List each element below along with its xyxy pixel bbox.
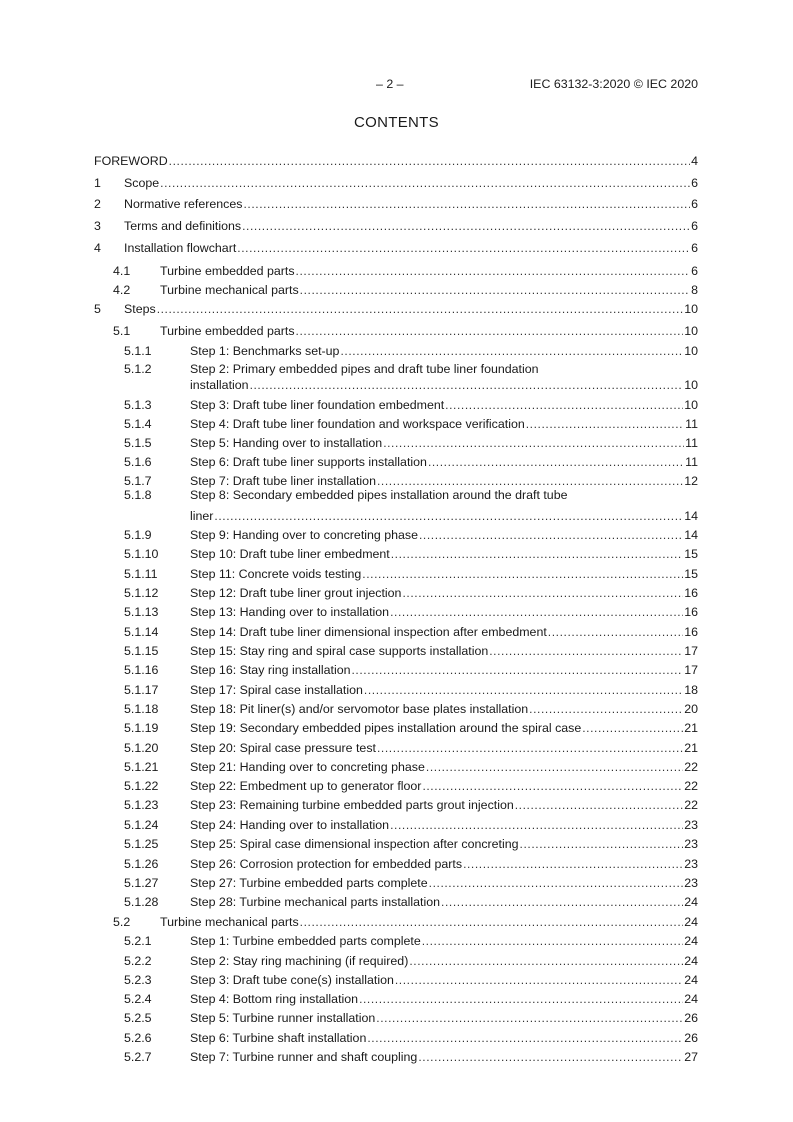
toc-entry-title: Step 16: Stay ring installation: [190, 663, 351, 677]
toc-entry: [0, 218, 793, 234]
leader-dots: [241, 218, 690, 234]
toc-entry-title: Step 25: Spiral case dimensional inspection after concreting: [190, 837, 519, 851]
leader-dots: [363, 682, 683, 698]
toc-entry: [0, 778, 793, 794]
toc-entry: [0, 894, 793, 910]
toc-entry-page: 6: [691, 197, 698, 211]
toc-entry-page: 6: [691, 241, 698, 255]
toc-entry: [0, 282, 793, 298]
toc-entry-title: Step 14: Draft tube liner dimensional inspection after embedment: [190, 625, 547, 639]
leader-dots: [519, 836, 684, 852]
toc-entry-page: 24: [684, 992, 698, 1006]
toc-entry-number: 5.1.1: [124, 344, 152, 358]
toc-entry-title: Step 5: Turbine runner installation: [190, 1011, 376, 1025]
toc-entry-number: 4.1: [113, 264, 131, 278]
toc-entry-page: 24: [684, 915, 698, 929]
toc-entry-line: [124, 240, 698, 256]
toc-entry-page: 11: [685, 417, 698, 431]
toc-entry-number: 5.1.26: [124, 857, 159, 871]
toc-entry-number: 5.1.14: [124, 625, 159, 639]
toc-entry-line: [190, 662, 698, 678]
toc-entry-page: 16: [684, 625, 698, 639]
toc-entry-line: [190, 416, 698, 432]
toc-entry: [0, 153, 793, 169]
toc-entry: [0, 435, 793, 451]
toc-entry-line: [190, 454, 698, 470]
toc-entry-page: 27: [684, 1050, 698, 1064]
toc-entry-title: Step 4: Draft tube liner foundation and workspace verification: [190, 417, 525, 431]
toc-entry-line: [124, 218, 698, 234]
toc-entry-page: 10: [684, 398, 698, 412]
toc-entry-page: 17: [684, 663, 698, 677]
page-title: CONTENTS: [354, 114, 439, 131]
leader-dots: [358, 991, 683, 1007]
toc-entry-line: [124, 196, 698, 212]
leader-dots: [394, 972, 683, 988]
toc-entry: [0, 972, 793, 988]
toc-entry: [0, 454, 793, 470]
leader-dots: [390, 546, 683, 562]
leader-dots: [156, 301, 684, 317]
toc-entry-title-continued: installation: [190, 378, 249, 392]
toc-entry-line: [190, 759, 698, 775]
toc-entry: [0, 643, 793, 659]
toc-entry: [0, 624, 793, 640]
toc-entry-line: [190, 397, 698, 413]
toc-entry: [0, 343, 793, 359]
toc-entry-page: 15: [684, 567, 698, 581]
toc-entry-number: 5.1.24: [124, 818, 159, 832]
leader-dots: [159, 175, 690, 191]
toc-entry-title-continued: liner: [190, 509, 214, 523]
toc-entry-page: 16: [684, 586, 698, 600]
leader-dots: [514, 797, 683, 813]
toc-entry-title: Step 20: Spiral case pressure test: [190, 741, 376, 755]
toc-entry-number: 5.2.6: [124, 1031, 152, 1045]
leader-dots: [421, 778, 683, 794]
toc-entry-page: 14: [684, 528, 698, 542]
toc-entry-line: [190, 546, 698, 562]
toc-entry-page: 24: [684, 954, 698, 968]
leader-dots: [376, 740, 683, 756]
toc-entry-line: [124, 175, 698, 191]
toc-entry-number: 5.2: [113, 915, 131, 929]
toc-entry-title: FOREWORD: [94, 154, 168, 168]
toc-entry-title: Step 21: Handing over to concreting phase: [190, 760, 425, 774]
leader-dots: [389, 604, 683, 620]
toc-entry-page: 23: [684, 876, 698, 890]
toc-entry-title: Step 10: Draft tube liner embedment: [190, 547, 390, 561]
toc-entry-number: 5.1.15: [124, 644, 159, 658]
leader-dots: [417, 1049, 683, 1065]
toc-entry: [0, 604, 793, 620]
toc-entry-page: 23: [684, 818, 698, 832]
toc-entry: [0, 263, 793, 279]
toc-entry-line: [190, 643, 698, 659]
toc-entry-page: 18: [684, 683, 698, 697]
toc-entry-title: Terms and definitions: [124, 219, 242, 233]
toc-entry: [0, 361, 793, 377]
leader-dots: [444, 397, 683, 413]
toc-entry-line: [190, 566, 698, 582]
toc-entry-line: [94, 153, 698, 169]
toc-entry-page: 22: [684, 779, 698, 793]
leader-dots: [236, 240, 690, 256]
leader-dots: [299, 282, 690, 298]
toc-entry-page: 11: [685, 455, 698, 469]
toc-entry-line: [190, 894, 698, 910]
toc-entry-page: 22: [684, 760, 698, 774]
toc-entry-number: 5.1.2: [124, 362, 152, 376]
toc-entry-number: 4.2: [113, 283, 131, 297]
toc-entry-number: 5.1.4: [124, 417, 152, 431]
leader-dots: [366, 1030, 683, 1046]
leader-dots: [351, 662, 684, 678]
toc-entry-line: [190, 435, 698, 451]
toc-entry-number: 5.1.16: [124, 663, 159, 677]
toc-entry-page: 21: [684, 741, 698, 755]
toc-entry-number: 5.1.20: [124, 741, 159, 755]
toc-entry-page: 8: [691, 283, 698, 297]
toc-entry-page: 6: [691, 176, 698, 190]
toc-entry-title: Step 3: Draft tube liner foundation embedment: [190, 398, 445, 412]
toc-entry-line: [190, 797, 698, 813]
toc-entry-line: [160, 282, 698, 298]
toc-entry-title: Turbine embedded parts: [160, 324, 295, 338]
toc-entry: [0, 914, 793, 930]
toc-entry-number: 5.2.2: [124, 954, 152, 968]
toc-entry-number: 5.1.28: [124, 895, 159, 909]
toc-entry-number: 5.1.6: [124, 455, 152, 469]
toc-entry-page: 16: [684, 605, 698, 619]
toc-entry: [0, 953, 793, 969]
toc-entry: [0, 527, 793, 543]
toc-entry-line: [190, 624, 698, 640]
toc-entry-line: [190, 604, 698, 620]
toc-entry-page: 23: [684, 837, 698, 851]
toc-entry: [0, 836, 793, 852]
toc-entry-number: 5.2.1: [124, 934, 152, 948]
toc-entry-line: [160, 263, 698, 279]
toc-entry-line: [190, 585, 698, 601]
toc-entry: [0, 585, 793, 601]
toc-entry: [0, 1049, 793, 1065]
toc-entry: [0, 301, 793, 317]
leader-dots: [581, 720, 683, 736]
toc-entry-number: 5.1.21: [124, 760, 159, 774]
toc-entry: [0, 856, 793, 872]
toc-entry-page: 4: [691, 154, 698, 168]
toc-entry-line: [190, 701, 698, 717]
leader-dots: [427, 454, 684, 470]
toc-entry-page: 24: [684, 973, 698, 987]
toc-entry-number: 5.1.23: [124, 798, 159, 812]
toc-entry-title: Step 22: Embedment up to generator floor: [190, 779, 422, 793]
toc-entry-title: Step 8: Secondary embedded pipes installation around the draft tube: [190, 488, 568, 502]
toc-entry-continuation: [0, 377, 793, 393]
toc-entry-number: 5.2.7: [124, 1050, 152, 1064]
toc-entry-page: 14: [684, 509, 698, 523]
toc-entry-number: 5.1.9: [124, 528, 152, 542]
leader-dots: [428, 875, 684, 891]
toc-entry-line: [190, 778, 698, 794]
toc-entry-title: Step 26: Corrosion protection for embedded parts: [190, 857, 463, 871]
toc-entry-number: 2: [94, 197, 101, 211]
toc-entry-title: Turbine mechanical parts: [160, 915, 299, 929]
toc-entry-number: 5.1.18: [124, 702, 159, 716]
toc-entry-number: 5.1.19: [124, 721, 159, 735]
toc-entry-number: 5.1.11: [124, 567, 158, 581]
leader-dots: [425, 759, 683, 775]
toc-entry-title: Step 1: Turbine embedded parts complete: [190, 934, 421, 948]
toc-entry-title: Step 23: Remaining turbine embedded parts grout injection: [190, 798, 514, 812]
toc-entry: [0, 566, 793, 582]
toc-entry: [0, 797, 793, 813]
toc-entry-number: 5.2.5: [124, 1011, 152, 1025]
leader-dots: [408, 953, 683, 969]
leader-dots: [295, 323, 684, 339]
leader-dots: [295, 263, 691, 279]
toc-entry-number: 5.1.13: [124, 605, 159, 619]
toc-entry-line: [190, 953, 698, 969]
toc-entry: [0, 546, 793, 562]
toc-entry-line: [160, 323, 698, 339]
toc-entry-number: 5.1.12: [124, 586, 159, 600]
toc-entry: [0, 487, 793, 503]
toc-entry-line: [190, 1030, 698, 1046]
leader-dots: [375, 1010, 683, 1026]
toc-entry-page: 10: [684, 324, 698, 338]
toc-entry-number: 1: [94, 176, 101, 190]
leader-dots: [389, 817, 683, 833]
toc-entry-page: 24: [684, 934, 698, 948]
toc-entry-page: 15: [684, 547, 698, 561]
toc-entry-page: 24: [684, 895, 698, 909]
toc-entry: [0, 397, 793, 413]
toc-entry-title: Step 12: Draft tube liner grout injection: [190, 586, 402, 600]
toc-entry: [0, 240, 793, 256]
toc-entry-title: Step 11: Concrete voids testing: [190, 567, 362, 581]
toc-entry-page: 26: [684, 1011, 698, 1025]
toc-entry-title: Step 7: Turbine runner and shaft coupling: [190, 1050, 418, 1064]
toc-entry-number: 5.1.25: [124, 837, 159, 851]
toc-entry-title: Step 17: Spiral case installation: [190, 683, 363, 697]
toc-entry-page: 20: [684, 702, 698, 716]
toc-entry-title: Turbine mechanical parts: [160, 283, 299, 297]
leader-dots: [242, 196, 690, 212]
toc-entry: [0, 323, 793, 339]
toc-entry-line: [190, 527, 698, 543]
toc-entry-line: [190, 856, 698, 872]
toc-entry-number: 5.1: [113, 324, 131, 338]
leader-dots: [249, 377, 684, 393]
toc-entry-number: 5.2.3: [124, 973, 152, 987]
leader-dots: [488, 643, 683, 659]
toc-entry-number: 5.1.5: [124, 436, 152, 450]
toc-entry: [0, 416, 793, 432]
leader-dots: [168, 153, 690, 169]
toc-entry-line: [190, 817, 698, 833]
leader-dots: [547, 624, 683, 640]
toc-entry-number: 5.1.10: [124, 547, 159, 561]
toc-entry-line: [190, 836, 698, 852]
toc-entry-page: 17: [684, 644, 698, 658]
toc-entry-number: 5.1.17: [124, 683, 159, 697]
page-number: – 2 –: [376, 77, 404, 91]
toc-entry-title: Steps: [124, 302, 156, 316]
toc-entry-number: 5.1.8: [124, 488, 152, 502]
toc-entry: [0, 991, 793, 1007]
toc-entry-title: Scope: [124, 176, 160, 190]
toc-entry-title: Step 28: Turbine mechanical parts installation: [190, 895, 441, 909]
toc-entry-number: 5.1.7: [124, 474, 152, 488]
toc-entry-page: 22: [684, 798, 698, 812]
toc-entry: [0, 1030, 793, 1046]
toc-entry: [0, 720, 793, 736]
toc-entry: [0, 759, 793, 775]
toc-entry-line: [190, 933, 698, 949]
toc-entry-line: [190, 972, 698, 988]
toc-entry-page: 12: [684, 474, 698, 488]
leader-dots: [421, 933, 683, 949]
leader-dots: [382, 435, 684, 451]
toc-entry-number: 5: [94, 302, 101, 316]
leader-dots: [525, 416, 684, 432]
toc-entry-page: 10: [684, 302, 698, 316]
toc-entry-page: 10: [684, 344, 698, 358]
toc-entry-title: Step 13: Handing over to installation: [190, 605, 390, 619]
toc-entry: [0, 662, 793, 678]
toc-entry-line: [190, 740, 698, 756]
toc-entry-title: Step 9: Handing over to concreting phase: [190, 528, 418, 542]
toc-entry-page: 26: [684, 1031, 698, 1045]
toc-entry-number: 5.1.3: [124, 398, 152, 412]
toc-entry-number: 3: [94, 219, 101, 233]
toc-entry-title: Step 6: Draft tube liner supports installation: [190, 455, 427, 469]
toc-entry-line: [190, 377, 698, 393]
toc-entry-title: Step 19: Secondary embedded pipes installation around the spiral case: [190, 721, 582, 735]
toc-entry-line: [190, 991, 698, 1007]
toc-entry-line: [190, 720, 698, 736]
toc-entry-line: [190, 682, 698, 698]
toc-entry-title: Step 5: Handing over to installation: [190, 436, 383, 450]
toc-entry-page: 6: [691, 219, 698, 233]
toc-entry-title: Step 15: Stay ring and spiral case supports installation: [190, 644, 489, 658]
document-id: IEC 63132-3:2020 © IEC 2020: [529, 77, 698, 91]
leader-dots: [440, 894, 683, 910]
toc-entry-number: 5.2.4: [124, 992, 152, 1006]
toc-entry: [0, 817, 793, 833]
toc-entry-title: Step 18: Pit liner(s) and/or servomotor base plates installation: [190, 702, 529, 716]
toc-entry-line: [190, 343, 698, 359]
toc-entry-page: 23: [684, 857, 698, 871]
toc-entry-title: Step 6: Turbine shaft installation: [190, 1031, 367, 1045]
toc-entry-line: [190, 875, 698, 891]
toc-entry: [0, 196, 793, 212]
leader-dots: [361, 566, 683, 582]
toc-entry: [0, 1010, 793, 1026]
toc-entry-line: [190, 1010, 698, 1026]
toc-entry-number: 5.1.27: [124, 876, 159, 890]
toc-entry-title: Step 27: Turbine embedded parts complete: [190, 876, 428, 890]
toc-entry-title: Step 1: Benchmarks set-up: [190, 344, 340, 358]
leader-dots: [401, 585, 683, 601]
toc-entry-continuation: [0, 508, 793, 524]
toc-entry-title: Step 7: Draft tube liner installation: [190, 474, 376, 488]
toc-entry: [0, 175, 793, 191]
toc-entry: [0, 740, 793, 756]
toc-entry-number: 4: [94, 241, 101, 255]
leader-dots: [213, 508, 683, 524]
toc-entry-title: Step 2: Stay ring machining (if required): [190, 954, 409, 968]
toc-entry-number: 5.1.22: [124, 779, 159, 793]
toc-entry-page: 21: [684, 721, 698, 735]
toc-entry-page: 11: [685, 436, 698, 450]
toc-entry-title: Step 24: Handing over to installation: [190, 818, 390, 832]
toc-entry-title: Installation flowchart: [124, 241, 237, 255]
toc-entry-title: Step 4: Bottom ring installation: [190, 992, 359, 1006]
toc-entry-line: [190, 508, 698, 524]
leader-dots: [339, 343, 683, 359]
toc-entry-line: [190, 1049, 698, 1065]
leader-dots: [418, 527, 683, 543]
toc-entry: [0, 701, 793, 717]
toc-entry-line: [124, 301, 698, 317]
leader-dots: [299, 914, 684, 930]
toc-entry-title: Step 2: Primary embedded pipes and draft tube liner foundation: [190, 362, 539, 376]
leader-dots: [462, 856, 683, 872]
toc-entry-page: 6: [691, 264, 698, 278]
toc-entry-title: Normative references: [124, 197, 243, 211]
toc-entry-page: 10: [684, 378, 698, 392]
toc-entry-line: [160, 914, 698, 930]
toc-entry-title: Step 3: Draft tube cone(s) installation: [190, 973, 394, 987]
toc-entry: [0, 933, 793, 949]
toc-entry: [0, 875, 793, 891]
toc-entry: [0, 682, 793, 698]
leader-dots: [528, 701, 683, 717]
toc-entry-title: Turbine embedded parts: [160, 264, 295, 278]
